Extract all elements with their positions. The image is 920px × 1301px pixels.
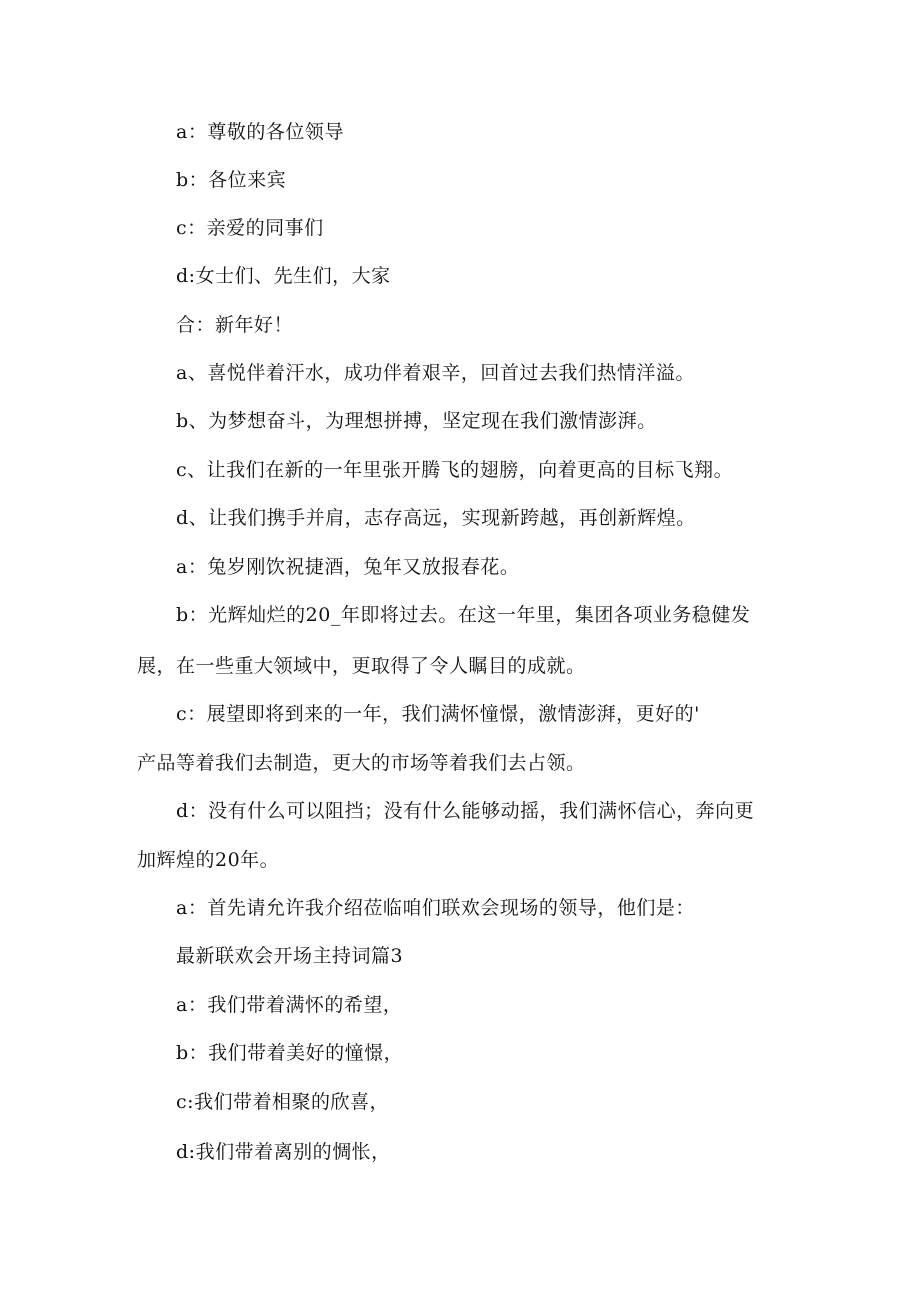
line-greeting-a: a：尊敬的各位领导 xyxy=(176,121,344,143)
paragraph-c-1: c、让我们在新的一年里张开腾飞的翅膀，向着更高的目标飞翔。 xyxy=(176,459,734,481)
line-greeting-c: c：亲爱的同事们 xyxy=(176,217,324,239)
line-greeting-d: d:女士们、先生们，大家 xyxy=(176,265,391,287)
paragraph-b-1: b、为梦想奋斗，为理想拼搏，坚定现在我们激情澎湃。 xyxy=(176,410,657,432)
paragraph-c-2-line2: 产品等着我们去制造，更大的市场等着我们去占领。 xyxy=(137,752,586,774)
line-hope-c: c:我们带着相聚的欣喜， xyxy=(176,1091,390,1113)
line-hope-d: d:我们带着离别的惆怅， xyxy=(176,1141,391,1163)
paragraph-d-2-line1: d：没有什么可以阻挡；没有什么能够动摇，我们满怀信心，奔向更 xyxy=(176,800,755,822)
section-heading: 最新联欢会开场主持词篇3 xyxy=(176,945,404,967)
paragraph-a-3: a：首先请允许我介绍莅临咱们联欢会现场的领导，他们是： xyxy=(176,897,695,919)
line-hope-b: b：我们带着美好的憧憬， xyxy=(176,1042,404,1064)
line-hope-a: a：我们带着满怀的希望， xyxy=(176,994,403,1016)
line-together: 合：新年好！ xyxy=(176,314,294,336)
line-greeting-b: b：各位来宾 xyxy=(176,169,287,191)
paragraph-c-2-line1: c：展望即将到来的一年，我们满怀憧憬，激情澎湃，更好的' xyxy=(176,703,700,725)
paragraph-a-1: a、喜悦伴着汗水，成功伴着艰辛，回首过去我们热情洋溢。 xyxy=(176,362,695,384)
paragraph-d-2-line2: 加辉煌的20年。 xyxy=(137,849,280,871)
paragraph-b-2-line1: b：光辉灿烂的20_年即将过去。在这一年里，集团各项业务稳健发 xyxy=(176,604,751,626)
paragraph-b-2-line2: 展，在一些重大领域中，更取得了令人瞩目的成就。 xyxy=(137,655,586,677)
paragraph-d-1: d、让我们携手并肩，志存高远，实现新跨越，再创新辉煌。 xyxy=(176,507,696,529)
paragraph-a-2: a：兔岁刚饮祝捷酒，兔年又放报春花。 xyxy=(176,556,520,578)
